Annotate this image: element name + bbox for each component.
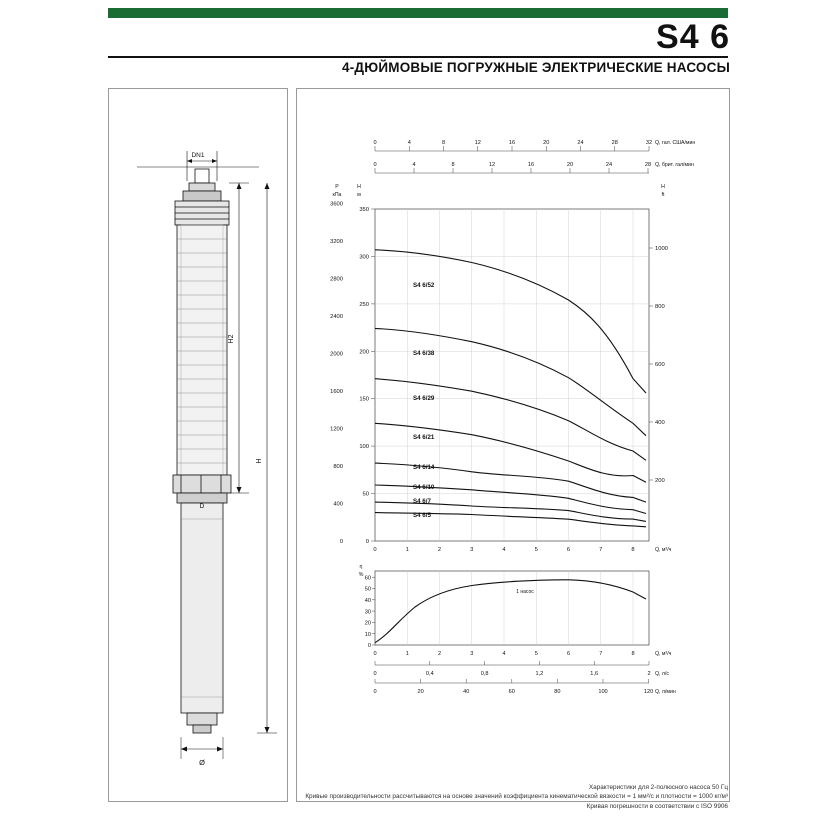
svg-text:0: 0 [373,651,377,657]
svg-text:1: 1 [405,651,409,657]
svg-text:0: 0 [373,140,377,146]
svg-text:60: 60 [508,689,515,695]
svg-text:3200: 3200 [330,239,343,245]
svg-text:1,2: 1,2 [535,671,544,677]
series-label-s4-6-38: S4 6/38 [413,350,435,357]
svg-text:800: 800 [333,464,343,470]
svg-text:8: 8 [451,162,455,168]
pump-drawing-panel [108,88,288,802]
right-axis-h-label: H [661,184,665,190]
eff-axis-y-labels [365,575,371,649]
svg-text:0: 0 [373,671,377,677]
left-axis-p-label: P [335,184,339,190]
svg-text:1,6: 1,6 [590,671,599,677]
svg-text:50: 50 [362,491,369,498]
svg-text:400: 400 [655,420,665,426]
svg-text:200: 200 [359,349,369,356]
svg-text:20: 20 [417,689,424,695]
pump-drawing-svg [109,89,285,799]
left-axis-kpa-unit: кПа [332,192,342,198]
svg-text:28: 28 [644,162,652,168]
top-axis-tick-labels-us [373,140,652,146]
pump-drawing [109,89,287,801]
curve-efficiency [375,580,646,643]
svg-text:100: 100 [598,689,608,695]
svg-text:24: 24 [605,162,613,168]
svg-text:40: 40 [364,598,371,604]
left-axis-h-label: H [357,184,361,190]
svg-text:6: 6 [566,651,571,657]
svg-text:0: 0 [373,689,377,695]
right-axis-ft-unit: ft [661,192,665,198]
svg-text:40: 40 [463,689,470,695]
svg-text:0,8: 0,8 [480,671,489,677]
eff-axis-eta: η [359,564,363,570]
series-label-s4-6-52: S4 6/52 [413,282,435,289]
header-accent-bar [108,8,728,15]
svg-text:16: 16 [527,162,535,168]
label-d: D [199,503,205,510]
svg-text:16: 16 [508,140,516,146]
svg-text:120: 120 [643,689,654,695]
eff-x-tick-labels [373,651,634,657]
top-axis-tick-labels-uk [373,162,651,168]
svg-text:5: 5 [534,651,538,657]
eff-axis-percent: % [358,572,364,578]
svg-text:0,4: 0,4 [425,671,434,677]
top-chart-series-labels [413,282,435,519]
curve-s4-6-52 [375,250,646,393]
svg-text:300: 300 [359,254,369,261]
series-label-s4-6-5: S4 6/5 [413,512,431,519]
series-label-s4-6-7: S4 6/7 [413,498,431,505]
header-accent-bar-thin [108,15,728,18]
eff-x-tick-labels-lmin [373,689,653,695]
svg-text:1: 1 [405,547,409,553]
series-label-s4-6-14: S4 6/14 [413,464,435,471]
svg-text:2: 2 [437,651,442,657]
axis-unit-uk-gpm: Q, брит. гал/мин [655,162,694,168]
footnote-3: Кривая погрешности в соответствии с ISO 9906 [586,802,728,810]
svg-text:8: 8 [631,547,635,553]
svg-text:3: 3 [470,651,474,657]
svg-text:100: 100 [359,444,369,451]
header-divider [108,56,728,58]
series-label-s4-6-21: S4 6/21 [413,434,435,441]
svg-text:2000: 2000 [330,351,343,358]
page-subtitle: 4-ДЮЙМОВЫЕ ПОГРУЖНЫЕ ЭЛЕКТРИЧЕСКИЕ НАСОСЫ [342,60,730,75]
svg-text:3: 3 [470,547,474,553]
svg-text:4: 4 [407,140,411,146]
eff-unit-ls: Q, л/с [655,671,669,677]
svg-text:1600: 1600 [330,389,343,395]
svg-text:1200: 1200 [330,426,343,433]
efficiency-annotation: 1 насос [516,589,534,595]
series-label-s4-6-10: S4 6/10 [413,484,435,491]
curve-s4-6-29 [375,379,646,461]
svg-text:2400: 2400 [330,314,343,320]
svg-text:80: 80 [554,689,561,695]
svg-text:8: 8 [441,140,446,146]
eff-x-tick-labels-ls [373,671,650,677]
footnote-1: Характеристики для 2-полюсного насоса 50 Гц [588,784,728,791]
curve-s4-6-38 [375,328,646,435]
svg-text:0: 0 [365,539,369,545]
svg-text:24: 24 [577,140,584,146]
label-dn1: DN1 [191,152,205,159]
right-axis-ft-labels [655,246,668,484]
svg-text:0: 0 [373,547,377,553]
series-label-s4-6-29: S4 6/29 [413,395,435,402]
svg-text:3600: 3600 [330,201,343,208]
svg-text:12: 12 [488,162,496,168]
top-chart-x-tick-labels [373,547,634,553]
footnotes [305,783,728,811]
svg-text:28: 28 [611,140,618,146]
page-title: S4 6 [656,18,730,56]
svg-text:4: 4 [412,162,416,168]
svg-text:0: 0 [373,162,377,168]
label-h: H [256,458,263,464]
svg-text:150: 150 [359,396,369,403]
svg-text:50: 50 [364,586,371,593]
svg-text:6: 6 [566,547,571,553]
svg-text:2800: 2800 [330,276,343,283]
svg-text:0: 0 [339,539,343,545]
left-axis-m-labels [359,207,369,545]
top-chart-x-label: Q, м³/ч [655,547,672,553]
label-diameter: Ø [199,758,205,767]
label-h2: H2 [228,334,235,344]
curve-s4-6-21 [375,423,646,482]
eff-x-label: Q, м³/ч [655,651,672,657]
svg-text:20: 20 [364,620,371,627]
svg-text:8: 8 [631,651,635,657]
svg-text:20: 20 [566,162,574,168]
svg-text:2: 2 [437,547,442,553]
svg-text:200: 200 [655,478,665,484]
svg-text:5: 5 [534,547,538,553]
left-axis-m-unit: м [357,192,361,198]
svg-text:250: 250 [359,301,369,308]
performance-charts-svg [297,89,727,799]
svg-text:800: 800 [655,304,665,310]
svg-text:350: 350 [359,207,369,213]
svg-text:600: 600 [655,362,665,368]
svg-text:0: 0 [367,643,371,649]
svg-text:2: 2 [647,671,651,677]
svg-text:1000: 1000 [655,246,668,252]
performance-charts-panel [296,88,730,802]
svg-text:4: 4 [502,547,506,553]
svg-text:7: 7 [599,651,603,657]
axis-unit-us-gpm: Q, гал. США/мин [655,140,696,146]
svg-text:30: 30 [364,609,371,616]
svg-text:4: 4 [502,651,506,657]
svg-text:12: 12 [474,140,481,146]
svg-text:32: 32 [645,140,653,146]
svg-text:7: 7 [599,547,603,553]
eff-unit-lmin: Q, л/мин [655,689,676,695]
svg-text:60: 60 [364,575,371,582]
svg-text:20: 20 [543,140,550,146]
svg-text:10: 10 [364,632,371,638]
footnote-2: Кривые производительности рассчитываются на основе значений коэффициента кинематической вязкости = 1 мм²/с и плотности = 1000 кг/м³ [305,793,728,801]
svg-text:400: 400 [333,501,343,508]
left-axis-kpa-labels [330,202,343,546]
